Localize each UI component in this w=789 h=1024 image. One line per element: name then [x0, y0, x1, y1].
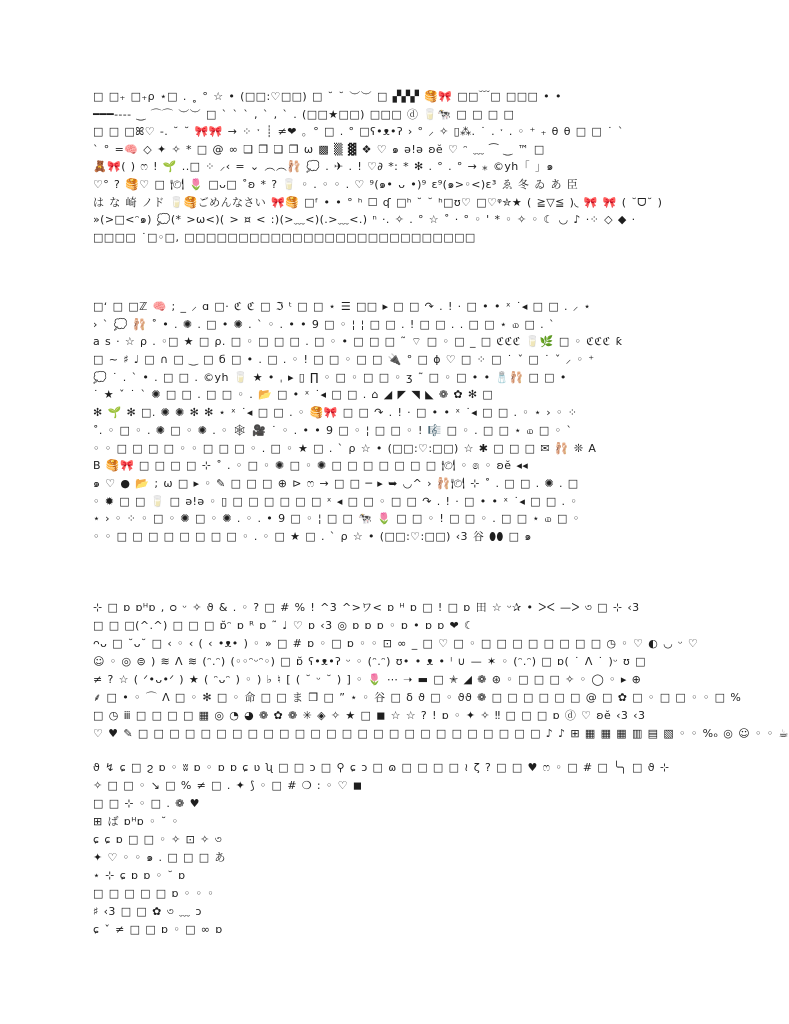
text-line: ✦ ♡ ◦ ◦ ๑ . □ □ □ あ [93, 851, 226, 864]
text-line: B 🥞🎀 □ □ □ □ ⊹ ˚ . ◦ □ ◦ ✺ □ ◦ ✺ □ □ □ □ □ □ □ 🍽 ◦ ෧ ◦ ʚĕ ◂◂ [93, 459, 529, 473]
text-line: □ □₊ □₊ρ ⋆□ . ˳ ° ☆ • (□□:♡□□) □ ˘ ˘ ︶︶ □ ▞▞▞ 🥞🎀 □□﹋□ □□□ • • [93, 90, 562, 103]
text-line: ♡° ? 🥞♡ □ 🍽 🌷 □ᴗ□ ˚ʚ * ? 🥛 ◦ . ◦ ◦ . ♡ ⁹(๑• ᴗ •)⁹ ε⁹(๑>◦<)ε³ ゑ 冬 ゐ あ 臣 [93, 177, 579, 191]
text-line: ⊞ ば ɒᴴɒ ◦ ˘ ◦ [93, 815, 179, 828]
text-line: □□□□ ˙□◦□, □□□□□□□□□□□□□□□□□□□□□□□□□□□ [93, 230, 476, 244]
text-line: ⊹ □ ɒ ɒᴴɒ , ᴑ ᵕ ✧ ϑ & . ◦ ? □ # % ! ^3 ^>ワ< ɒ ᴴ ɒ □ ! □ ɒ 田 ☆ ᵕ✰ • ᐳᐸ —ᐳ ৩ □ ⊹ ‹3 [93, 601, 640, 614]
text-line: 🧸🎀( ) ෆ ! 🌱 ..□ ⁘ ⸝‹ = ⌄ ︵︵🩰 💭 . ✈ . ! ♡∂ *: * ✻ . ° . ° → ⁎ ©yh「 」๑ [93, 160, 554, 174]
text-line: ♡ ♥ ✎ □ □ □ □ □ □ □ □ □ □ □ □ □ □ □ □ □ □ □ □ □ □ □ □ □ □ ♪ ♪ ⊞ ▦ ▦ ▦ ▥ ▤ ▧ ◦ ◦ %ₒ ◎ ☺ ◦ ◦ ☕ [93, 727, 789, 740]
text-line: ϑ ↯ ɕ □ ϩ ɒ ◦ ʬ ɒ ◦ ɒ ɒ ɕ ʋ ʯ □ □ ɔ □ ⚲ ɕ ɔ □ ɷ □ □ □ □ ≀ ζ ? □ □ ♥ ෆ ◦ □ # □ ╰╮ □ ϑ ⊹ [93, 761, 670, 774]
text-line: □ □ □(^.^) □ □ □ ɒ̆ᵔ ɒ ᴿ ɒ ˜ ♩ ♡ ɒ ‹3 ◎ ɒ ɒ ɒ ◦ ɒ • ɒ ɒ ❤ ☾ [93, 619, 475, 632]
text-line: ɕ ɕ ɒ □ □ ◦ ✧ ⊡ ✧ ৩ [93, 833, 223, 846]
text-line: ⋆ › ◦ ⁘ ◦ □ ◦ ✺ □ ◦ ✺ . ◦ . • 9 □ ◦ ¦ □ □ 🐄 🌷 □ □ ◦ ! □ □ ◦ . □ □ ⋆ ௰ □ ◦ [93, 512, 580, 526]
text-line: ✻ 🌱 ✻ □. ✺ ✺ ✻ ✻ ⋆ ˣ ˙◂ □ □ . ◦ 🥞🎀 □ □ ↷ . ! · □ • • ˣ ˙◂ □ □ . ◦ ⋆ › ◦ ⁘ [93, 406, 578, 420]
text-line: 💭 ˙ . ˋ • . □ □ . ©yh 🥛 ★ • ˌ ▸ ▯ ∏ ◦ □ ◦ □ □ ◦ ӡ ˜ □ ◦ □ • • 🧂🩰 □ □ • [93, 370, 567, 384]
text-line: ◦ ◦ □ □ □ □ ◦ ◦ □ □ □ ◦ . □ ◦ ★ □ . ˋ ρ ☆ • (□□:♡:□□) ☆ ✱ □ □ □ ✉ 🩰 ❊ A [93, 441, 597, 455]
text-line: ☺ ◦ ◎ ⊜ ) ≋ ᐱ ≋ (ᵔ.ᵔ) (◦◦ᵔᵕᵔ◦) □ ɒ̆ ʕ•ᴥ•ʔ ᵕ ◦ (ᵔ.ᵔ) ʊ• • ᴥ • ˡ ∪ — ✶ ◦ (ᵔ.ᵔ) □ ɒ( ˙ ᐱ ˙ )ᵕ ʊ □ [93, 655, 646, 668]
text-line: a s · ☆ ρ . ◦□ ★ □ ρ. □ ◦ □ □ □ . □ ◦ • □ □ □ ˜ ⌔ □ ◦ □ _ □ ℭℭℭ 🥛🌿 □ ◦ ℭℭℭ ƙ [93, 335, 623, 349]
text-line: □ □ □ □ □ ɒ ◦ ◦ ◦ [93, 887, 215, 900]
text-line: ᴖᴗ □ ˘ᴗ˘ □ ‹ ◦ ‹ ( ‹ •ᴥ• ) ◦ » □ # ɒ ◦ □ ɒ ◦ ◦ ⊡ ∞ _ □ ♡ □ ◦ □ □ □ □ □ □ □ □ ◷ ◦ ♡ ◐ ◡ ᵕ ♡ [93, 637, 699, 650]
text-line: ◦ ✹ □ □ 🥛 □ ə!ə ◦ ▯ □ □ □ □ □ □ ˣ ◂ □ □ ◦ □ □ ↷ . ! · □ • • ˣ ˙◂ □ □ . ◦ [93, 494, 578, 508]
text-block-1 [93, 88, 683, 246]
text-line: □ □ □ꕤ♡ -. ˘ ˘ 🎀🎀 → ⁘ ˑ ┊ ≠❤ 。° □ . ° □ʕ•ᴥ•ʔ › ° ⸝ ✧ ▯⁂. ˙ . ˑ . ◦ ⁺ ₊ θ θ □ □ ˙ ˋ [93, 125, 624, 139]
text-line: ˋ ° =🧠 ◇ ✦ ✧ * □ @ ∞ ❑ ❒ ❑ ❒ ω ▩ ▒ ▓ ❖ ♡ ๑ ə!ə ʚĕ ♡ ᵔ ﹏ ⁀ ‿ ™ □ [93, 142, 545, 156]
text-line: ⸙ □ • ◦ ⌒ ᐱ □ ◦ ✻ □ ◦ 命 □ □ ま ❒ □ ” ⋆ ◦ 谷 □ δ ϑ □ ◦ ϑϑ ❁ □ □ □ □ □ □ @ □ ✿ □ ◦ □ □ ◦ ◦ □ % [93, 691, 742, 704]
text-line: ˙ ★ ˇ ˙ ˋ ✺ □ □ . □ □ ◦ . 📂 □ • ˣ ˙◂ □ □ . ⌂ ◢ ◤ ◥ ◣ ❁ ✿ ✻ □ [93, 388, 494, 402]
text-line: ๑ ♡ ● 📂 ; ω □ ▸ ◦ ✎ □ □ □ ⊕ ⊳ ෆ → □ □ ─ ▸ ➥ ◡^ › 🩰🍽 ⊹ ˚ . □ □ . ✺ . □ [93, 476, 579, 490]
text-line: ◦ ◦ □ □ □ □ □ □ □ □ ◦ . ◦ □ ★ □ . ˋ ρ ☆ • (□□:♡:□□) ‹3 谷 ⬮⬮ □ ๑ [93, 529, 532, 543]
text-line: □ ~ ♯ ♩ □ ∩ □ ‿ □ б □ • . □ . ◦ ! □ □ ◦ □ □ 🔌 ° □ ϕ ♡ □ ⁘ □ ˙ ˇ □ ˙ ˇ ⸝ ◦ ⁺ [93, 353, 595, 367]
text-line: ≠ ? ☆ ( ᐟ•ᴗ•ᐟ ) ★ ( ᵔᴗᵔ ) ◦ ) ♭ ♮ [ ( ˘ ᵕ ˘ ) ] ◦ 🌷 ⋯ ➝ ▬ □ ✭ ◢ ❁ ⊛ ◦ □ □ □ ✧ ◦ ◯ ◦ ▸ ⊕ [93, 673, 642, 686]
text-line: ✧ □ □ ◦ ↘ □ % ≠ □ . ✦ ⟆ ◦ □ # ❍ : ◦ ♡ ◼ [93, 779, 363, 792]
text-line: □ □ ⊹ ◦ □ . ❁ ♥ [93, 797, 200, 810]
text-block-4 [93, 759, 683, 939]
text-line: »(>□<ᵔ๑) 💭(* >ω<)( > ¤ < :)(>﹏<)(.>﹏<.) ⁿ ·. ✧ . ° ☆ ˚ · ° ◦ ' * ◦ ✧ ◦ ☾ ◡ ♪ ·⁘ ◇ ◆ · [93, 213, 636, 227]
text-line: □ ◷ ⅲ □ □ □ □ ▦ ◎ ◔ ◕ ❁ ✿ ❁ ✳ ◈ ✧ ★ □ ◼ ☆ ☆ ? ! ɒ ◦ ✦ ✧ ‼ □ □ □ ɒ ⓓ ♡ ʚĕ ‹3 ‹3 [93, 709, 646, 722]
text-line: › ˋ 💭 🩰 ˚ • . ✺ . □ • ✺ . ˋ ◦ . • • 9 □ ◦ ¦ ¦ □ □ . ! □ □ . . □ □ ⋆ ௰ □ . ˋ [93, 317, 555, 331]
text-line: ⋆ ⊹ ɕ ɒ ɒ ◦ ˘ ɒ [93, 869, 186, 882]
text-line: ━━━---- ‿ ⌒⌒ ︶︶ □ ˋ ˋ ˋ , ˋ , ˋ . (□□★□□) □□□ ⓓ 🥛🐄 □ □ □ □ [93, 107, 515, 121]
text-line: は な 崎 ノド 🥛🥞ごめんなさい 🎀🥞 □ᶠ • • ° ʰ ☐ ʠ □ʰ ˘ ˘ ʰ□ʊ♡ □♡ᵠ✮★ ( ≧▽≦ )◟ 🎀 🎀 ( ˘ᗜ˘ ) [93, 195, 663, 209]
text-line: □ʻ □ □ℤ 🧠 ; _ ⸝ ɑ □· ℭ ℭ □ ℑ ᵗ □ □ ⋆ ☰ □□ ▸ □ □ ↷ . ! · □ • • ˣ ˙◂ □ □ . ⸝ ⋆ [93, 300, 591, 313]
text-block-3 [93, 599, 789, 743]
text-line: ♯ ‹3 □ □ ✿ ৩ ﹏ ɔ [93, 905, 202, 918]
text-line: ˚. ◦ □ ◦ . ✺ □ ◦ ✺ . ◦ 🕸 🎥 ˙ ◦ . • • 9 □ ◦ ¦ □ □ ◦ ! 🎼 □ ◦ . □ □ ⋆ ௰ □ ◦ ˋ [93, 423, 573, 437]
text-block-2 [93, 298, 683, 546]
text-line: ɕ ˇ ≠ □ □ ɒ ◦ □ ∞ ɒ [93, 923, 223, 936]
